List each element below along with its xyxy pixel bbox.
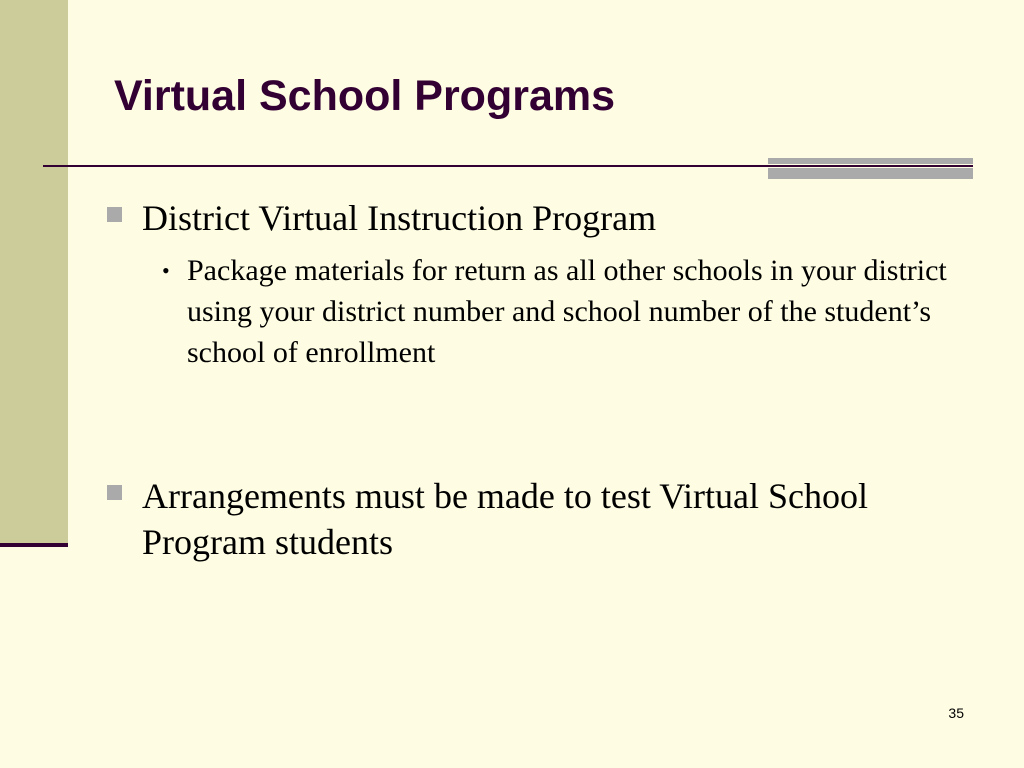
square-bullet-icon	[107, 485, 122, 500]
bullet-text: Arrangements must be made to test Virtual School Program students	[142, 476, 869, 562]
square-bullet-icon	[107, 207, 122, 222]
accent-bar-top	[768, 158, 973, 164]
left-decorative-band	[0, 0, 68, 545]
accent-bars	[768, 158, 973, 179]
dot-bullet-icon: •	[162, 258, 170, 283]
accent-bar-bottom	[768, 168, 973, 179]
slide-number: 35	[948, 705, 964, 721]
left-decorative-rule	[0, 543, 68, 547]
slide-title: Virtual School Programs	[114, 72, 616, 120]
sub-bullet-text: Package materials for return as all other schools in your district using your district number and school number of the student’s school of enrollment	[187, 254, 947, 369]
bullet-text: District Virtual Instruction Program	[142, 198, 657, 238]
